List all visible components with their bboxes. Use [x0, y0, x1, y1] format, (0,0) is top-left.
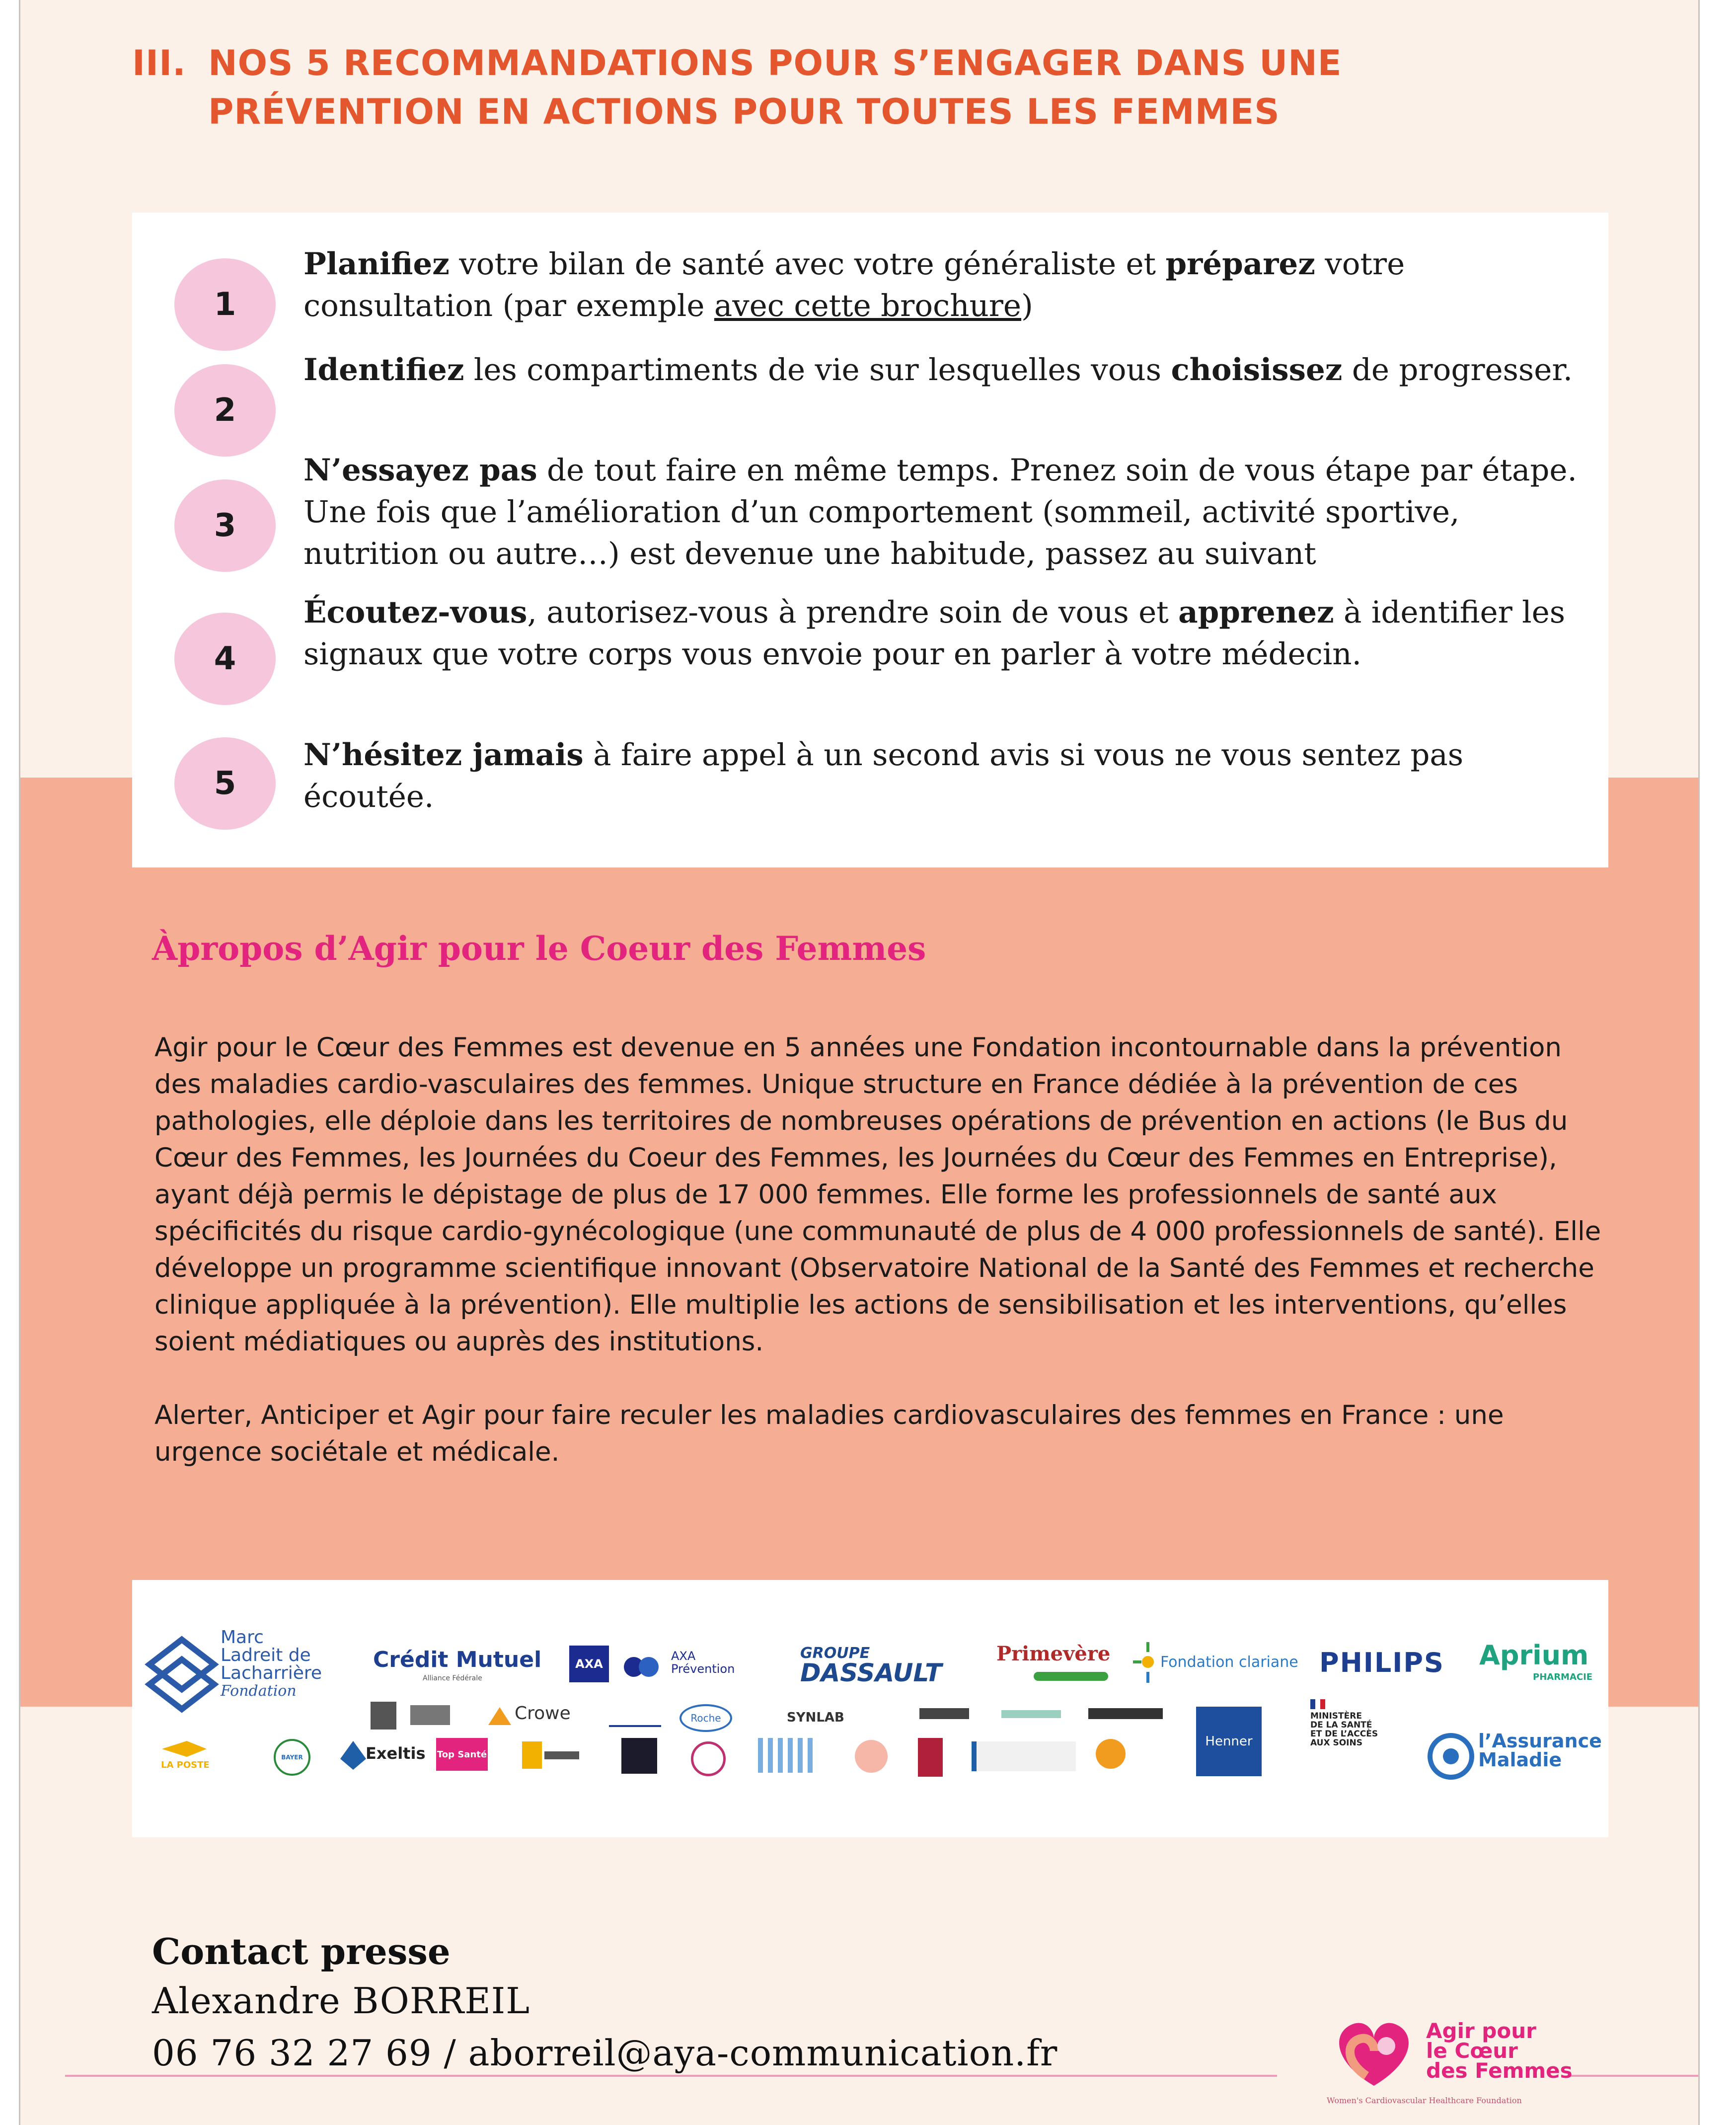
- small-partner-logo: [919, 1708, 969, 1719]
- about-title: Àpropos d’Agir pour le Coeur des Femmes: [152, 929, 926, 968]
- brand-name: Agir pour le Cœur des Femmes: [1426, 2019, 1573, 2083]
- small-partner-logo: [1096, 1739, 1126, 1769]
- french-flag-icon: [1310, 1699, 1325, 1709]
- exeltis-icon: [338, 1739, 368, 1772]
- marc-ladreit-logo: Marc Ladreit de Lacharrière Fondation: [221, 1627, 322, 1700]
- recommendation-text: N’essayez pas de tout faire en même temps. Prenez soin de vous étape par étape. Une fois que l’amélioration d’un comportement (sommeil, activité sportive, nutrition ou autre…) est devenue une habitude, passez au suivant: [303, 453, 1577, 571]
- small-partner-logo: [1088, 1708, 1163, 1719]
- section-title-line-2: PRÉVENTION EN ACTIONS POUR TOUTES LES FEMMES: [208, 91, 1280, 132]
- number-badge: 5: [174, 737, 276, 830]
- axa-prevention-icon: [621, 1650, 661, 1679]
- recommendations-card: [132, 213, 1608, 867]
- bold-verb: apprenez: [1178, 595, 1334, 630]
- bayer-logo: BAYER: [274, 1739, 310, 1776]
- primevere-logo: Primevère: [996, 1642, 1111, 1665]
- section-number: III.: [132, 43, 186, 83]
- credit-mutuel-logo: Crédit Mutuel: [373, 1647, 542, 1672]
- recommendation-text: N’hésitez jamais à faire appel à un second avis si vous ne vous sentez pas écoutée.: [303, 737, 1464, 814]
- heart-logo-icon: [1327, 2016, 1421, 2091]
- bold-verb: N’essayez pas: [303, 453, 537, 488]
- small-partner-logo: [691, 1741, 726, 1776]
- about-body: [154, 1029, 1610, 1507]
- small-partner-logo: [371, 1702, 396, 1730]
- small-partner-logo: [972, 1741, 1076, 1771]
- small-partner-logo: [609, 1705, 661, 1727]
- contact-label: Contact presse: [152, 1930, 451, 1972]
- small-partner-logo: [1001, 1710, 1061, 1718]
- bold-verb: préparez: [1165, 246, 1315, 282]
- about-paragraph: Alerter, Anticiper et Agir pour faire reculer les maladies cardiovasculaires des femmes en France : une urgence sociétale et médicale.: [154, 1400, 1504, 1467]
- marc-ladreit-logo-icon: [145, 1635, 219, 1714]
- recommendation-text: Identifiez les compartiments de vie sur lesquelles vous choisissez de progresser.: [303, 352, 1573, 388]
- recommendation-text: Planifiez votre bilan de santé avec votre généraliste et préparez votre consultation (par exemple avec cette brochure): [303, 246, 1405, 323]
- page: [19, 0, 1700, 2125]
- aprium-logo: Aprium: [1479, 1640, 1589, 1671]
- fondation-clariane-logo: Fondation clariane: [1160, 1653, 1298, 1671]
- aprium-subtitle: PHARMACIE: [1533, 1672, 1593, 1682]
- number-badge: 4: [174, 613, 276, 705]
- bold-verb: Planifiez: [303, 246, 450, 282]
- crowe-logo: Crowe: [515, 1703, 571, 1724]
- contact-name: Alexandre BORREIL: [152, 1980, 530, 2022]
- section-title-line-1: NOS 5 RECOMMANDATIONS POUR S’ENGAGER DANS UNE: [208, 43, 1342, 83]
- bold-verb: Identifiez: [303, 352, 464, 388]
- foundation-brand: [1327, 2016, 1580, 2111]
- number-badge: 3: [174, 479, 276, 572]
- small-partner-logo: [621, 1738, 657, 1774]
- bold-verb: choisissez: [1171, 352, 1343, 388]
- axa-prevention-logo: AXA Prévention: [671, 1649, 735, 1676]
- primevere-bar: [1034, 1672, 1108, 1681]
- top-sante-logo: Top Santé: [436, 1738, 488, 1771]
- small-partner-logo: [544, 1751, 579, 1759]
- la-poste-icon: [157, 1739, 212, 1759]
- assurance-maladie-logo: l’Assurance Maladie: [1478, 1730, 1602, 1771]
- philips-logo: PHILIPS: [1319, 1647, 1444, 1678]
- number-badge: 2: [174, 364, 276, 457]
- footer-divider: [1570, 2075, 1698, 2077]
- crowe-icon: [487, 1705, 512, 1727]
- henner-logo: Henner: [1196, 1707, 1262, 1776]
- about-paragraph: Agir pour le Cœur des Femmes est devenue en 5 années une Fondation incontournable dans la prévention des maladies cardio-vasculaires des femmes. Unique structure en France dédiée à la prévention de ces pathologies, elle déploie dans les territoires de nombreuses opérations de prévention en actions (le Bus du Cœur des Femmes, les Journées du Coeur des Femmes, les Journées du Cœur des Femmes en Entreprise), ayant déjà permis le dépistage de plus de 17 000 femmes. Elle forme les professionnels de santé aux spécificités du risque cardio-gynécologique (une communauté de plus de 4 000 professionnels de santé). Elle développe un programme scientifique innovant (Observatoire National de la Santé des Femmes et recherche clinique appliquée à la prévention). Elle multiplie les actions de sensibilisation et les interventions, qu’elles soient médiatiques ou auprès des institutions.: [154, 1032, 1601, 1357]
- recommendation-text: Écoutez-vous, autorisez-vous à prendre soin de vous et apprenez à identifier les signaux que votre corps vous envoie pour en parler à votre médecin.: [303, 595, 1566, 672]
- credit-mutuel-subtitle: Alliance Fédérale: [423, 1674, 482, 1682]
- ministere-sante-logo: MINISTÈRE DE LA SANTÉ ET DE L’ACCÈS AUX SOINS: [1310, 1711, 1378, 1748]
- la-poste-logo: LA POSTE: [161, 1760, 210, 1770]
- axa-logo: AXA: [569, 1646, 609, 1682]
- small-partner-logo: [758, 1738, 818, 1773]
- contact-details[interactable]: 06 76 32 27 69 / aborreil@aya-communication.fr: [152, 2032, 1058, 2074]
- roche-logo: Roche: [679, 1704, 732, 1732]
- partners-logo-strip: [132, 1580, 1608, 1837]
- bold-verb: N’hésitez jamais: [303, 737, 584, 773]
- groupe-label: GROUPE: [800, 1645, 870, 1662]
- small-partner-logo: [918, 1738, 943, 1777]
- footer-divider: [65, 2075, 1277, 2077]
- dassault-logo: DASSAULT: [800, 1658, 942, 1687]
- number-badge: 1: [174, 258, 276, 351]
- small-partner-logo: [522, 1741, 542, 1769]
- small-partner-logo: [410, 1705, 450, 1725]
- exeltis-logo: Exeltis: [366, 1744, 426, 1763]
- brand-tagline: Women's Cardiovascular Healthcare Foundation: [1327, 2096, 1522, 2105]
- bold-verb: Écoutez-vous: [303, 595, 528, 630]
- synlab-logo: SYNLAB: [787, 1710, 844, 1725]
- assurance-maladie-icon: [1424, 1731, 1478, 1781]
- small-partner-logo: [855, 1740, 888, 1773]
- brochure-link[interactable]: avec cette brochure: [714, 288, 1022, 323]
